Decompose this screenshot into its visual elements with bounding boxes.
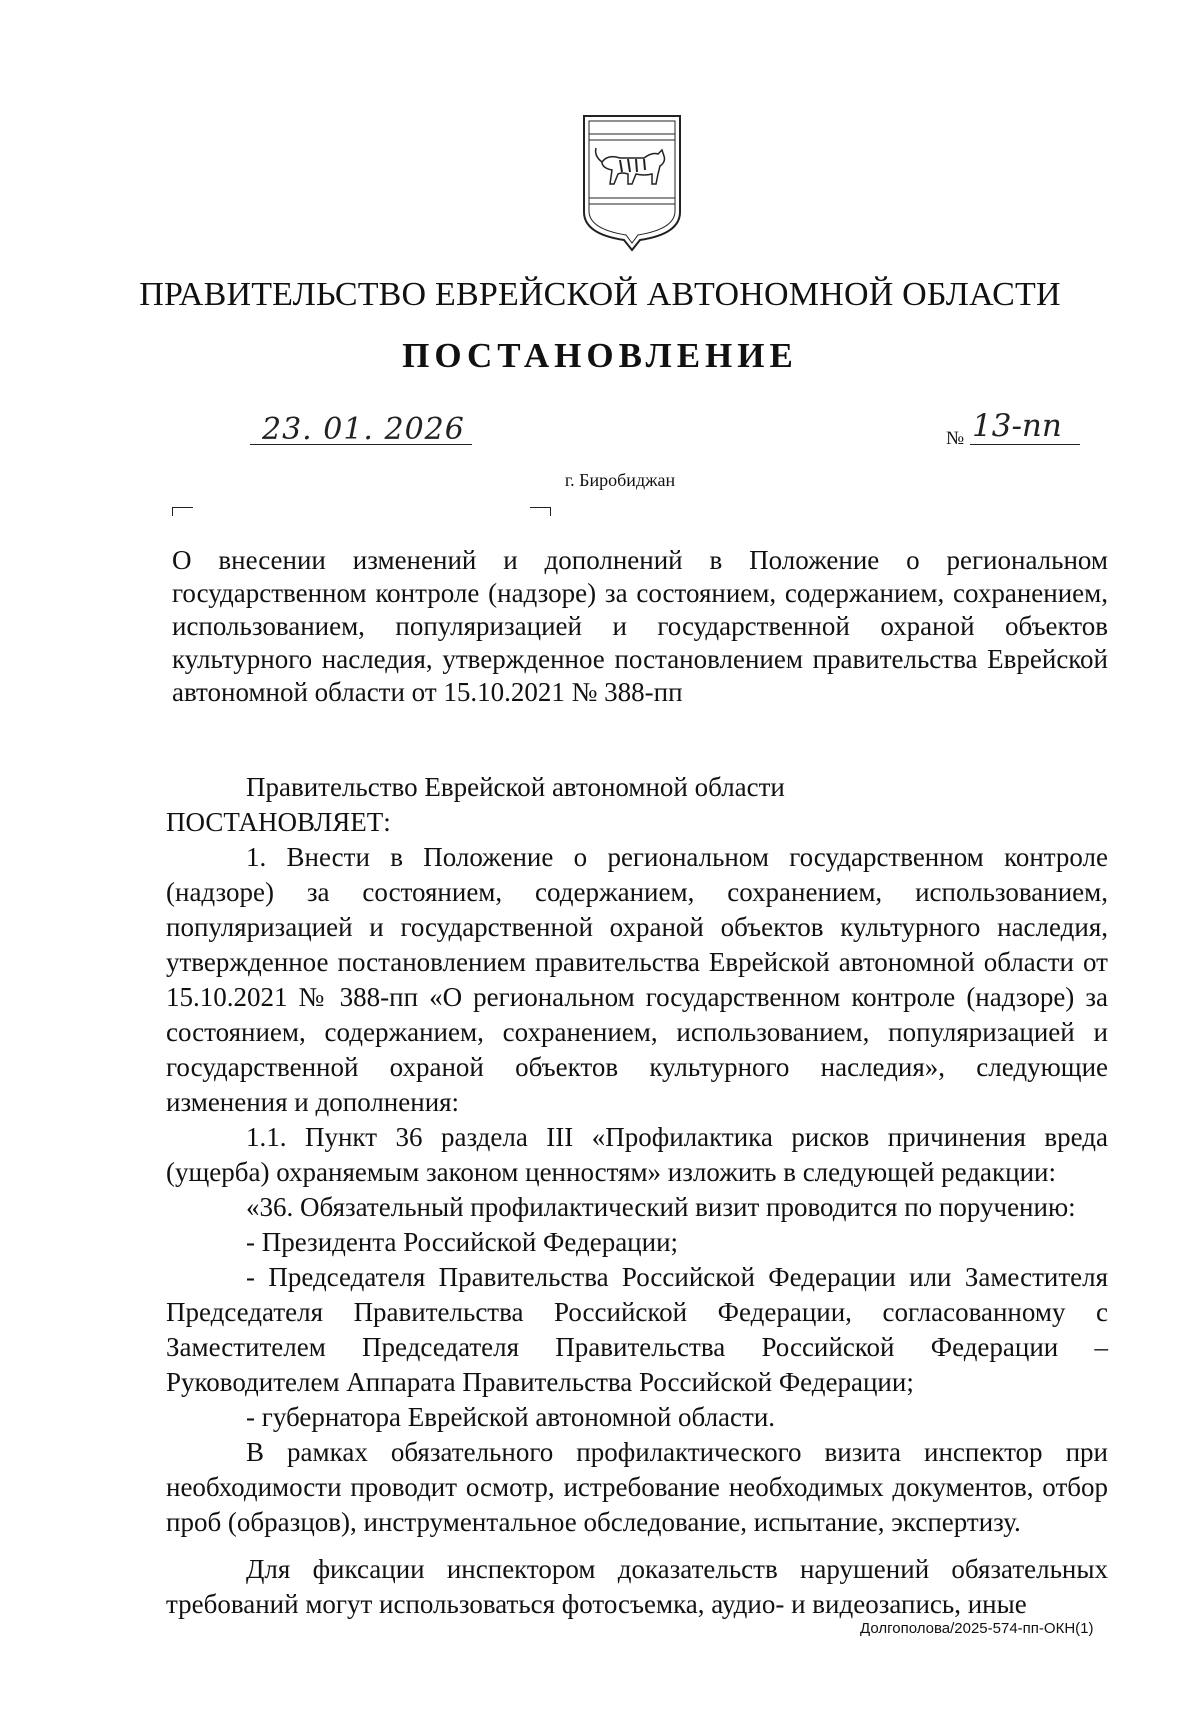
city-name: г. Биробиджан <box>564 470 676 490</box>
body-list-item-2: - Председателя Правительства Российской Федерации или Заместителя Председателя Правительства Российской Федерации, согласованному с Заместителем Председателя Правительства Российской Федерации – Руководителем Аппарата Правительства Российской Федерации; <box>166 1262 1108 1397</box>
date-underline <box>250 444 472 445</box>
body-paragraph-frame: В рамках обязательного профилактического визита инспектор при необходимости проводит осмотр, истребование необходимых документов, отбор проб (образцов), инструментальное обследование, испытание, экспертизу. <box>166 1437 1108 1537</box>
number-underline <box>970 444 1080 445</box>
body-paragraph-1-1: 1.1. Пункт 36 раздела III «Профилактика рисков причинения вреда (ущерба) охраняемым законом ценностям» изложить в следующей редакции: <box>166 1122 1108 1187</box>
number-sign: № <box>946 428 965 449</box>
footer-reference: Долгополова/2025-574-пп-ОКН(1) <box>860 1620 1094 1637</box>
subject-corner-left <box>172 507 193 516</box>
body-paragraph-36: «36. Обязательный профилактический визит проводится по поручению: <box>246 1192 1076 1222</box>
body-list-item-1: - Президента Российской Федерации; <box>246 1227 679 1257</box>
government-title: ПРАВИТЕЛЬСТВО ЕВРЕЙСКОЙ АВТОНОМНОЙ ОБЛАСТИ <box>139 276 1061 313</box>
body-government-line: Правительство Еврейской автономной области <box>246 772 785 802</box>
coat-of-arms-tiger-icon <box>580 112 684 254</box>
subject-corner-right <box>530 507 551 516</box>
body-paragraph-fixation: Для фиксации инспектором доказательств нарушений обязательных требований могут использоваться фотосъемка, аудио- и видеозапись, иные <box>166 1554 1108 1619</box>
document-body <box>166 770 1108 1622</box>
document-type-heading: ПОСТАНОВЛЕНИЕ <box>402 336 798 375</box>
document-number: 13-пп <box>972 408 1062 444</box>
body-list-item-3: - губернатора Еврейской автономной области. <box>246 1402 776 1432</box>
document-date: 23. 01. 2026 <box>262 412 465 447</box>
body-decree-word: ПОСТАНОВЛЯЕТ: <box>166 807 391 837</box>
document-subject: О внесении изменений и дополнений в Положение о региональном государственном контроле (надзоре) за состоянием, содержанием, сохранением, использованием, популяризацией и государственной охраной объектов культурного наследия, утвержденное постановлением правительства Еврейской автономной области от 15.10.2021 № 388-пп <box>172 545 1108 707</box>
body-paragraph-1: 1. Внести в Положение о региональном государственном контроле (надзоре) за состоянием, содержанием, сохранением, использованием, популяризацией и государственной охраной объектов культурного наследия, утвержденное постановлением правительства Еврейской автономной области от 15.10.2021 № 388-пп «О региональном государственном контроле (надзоре) за состоянием, содержанием, сохранением, использованием, популяризацией и государственной охраной объектов культурного наследия», следующие изменения и дополнения: <box>166 842 1108 1117</box>
